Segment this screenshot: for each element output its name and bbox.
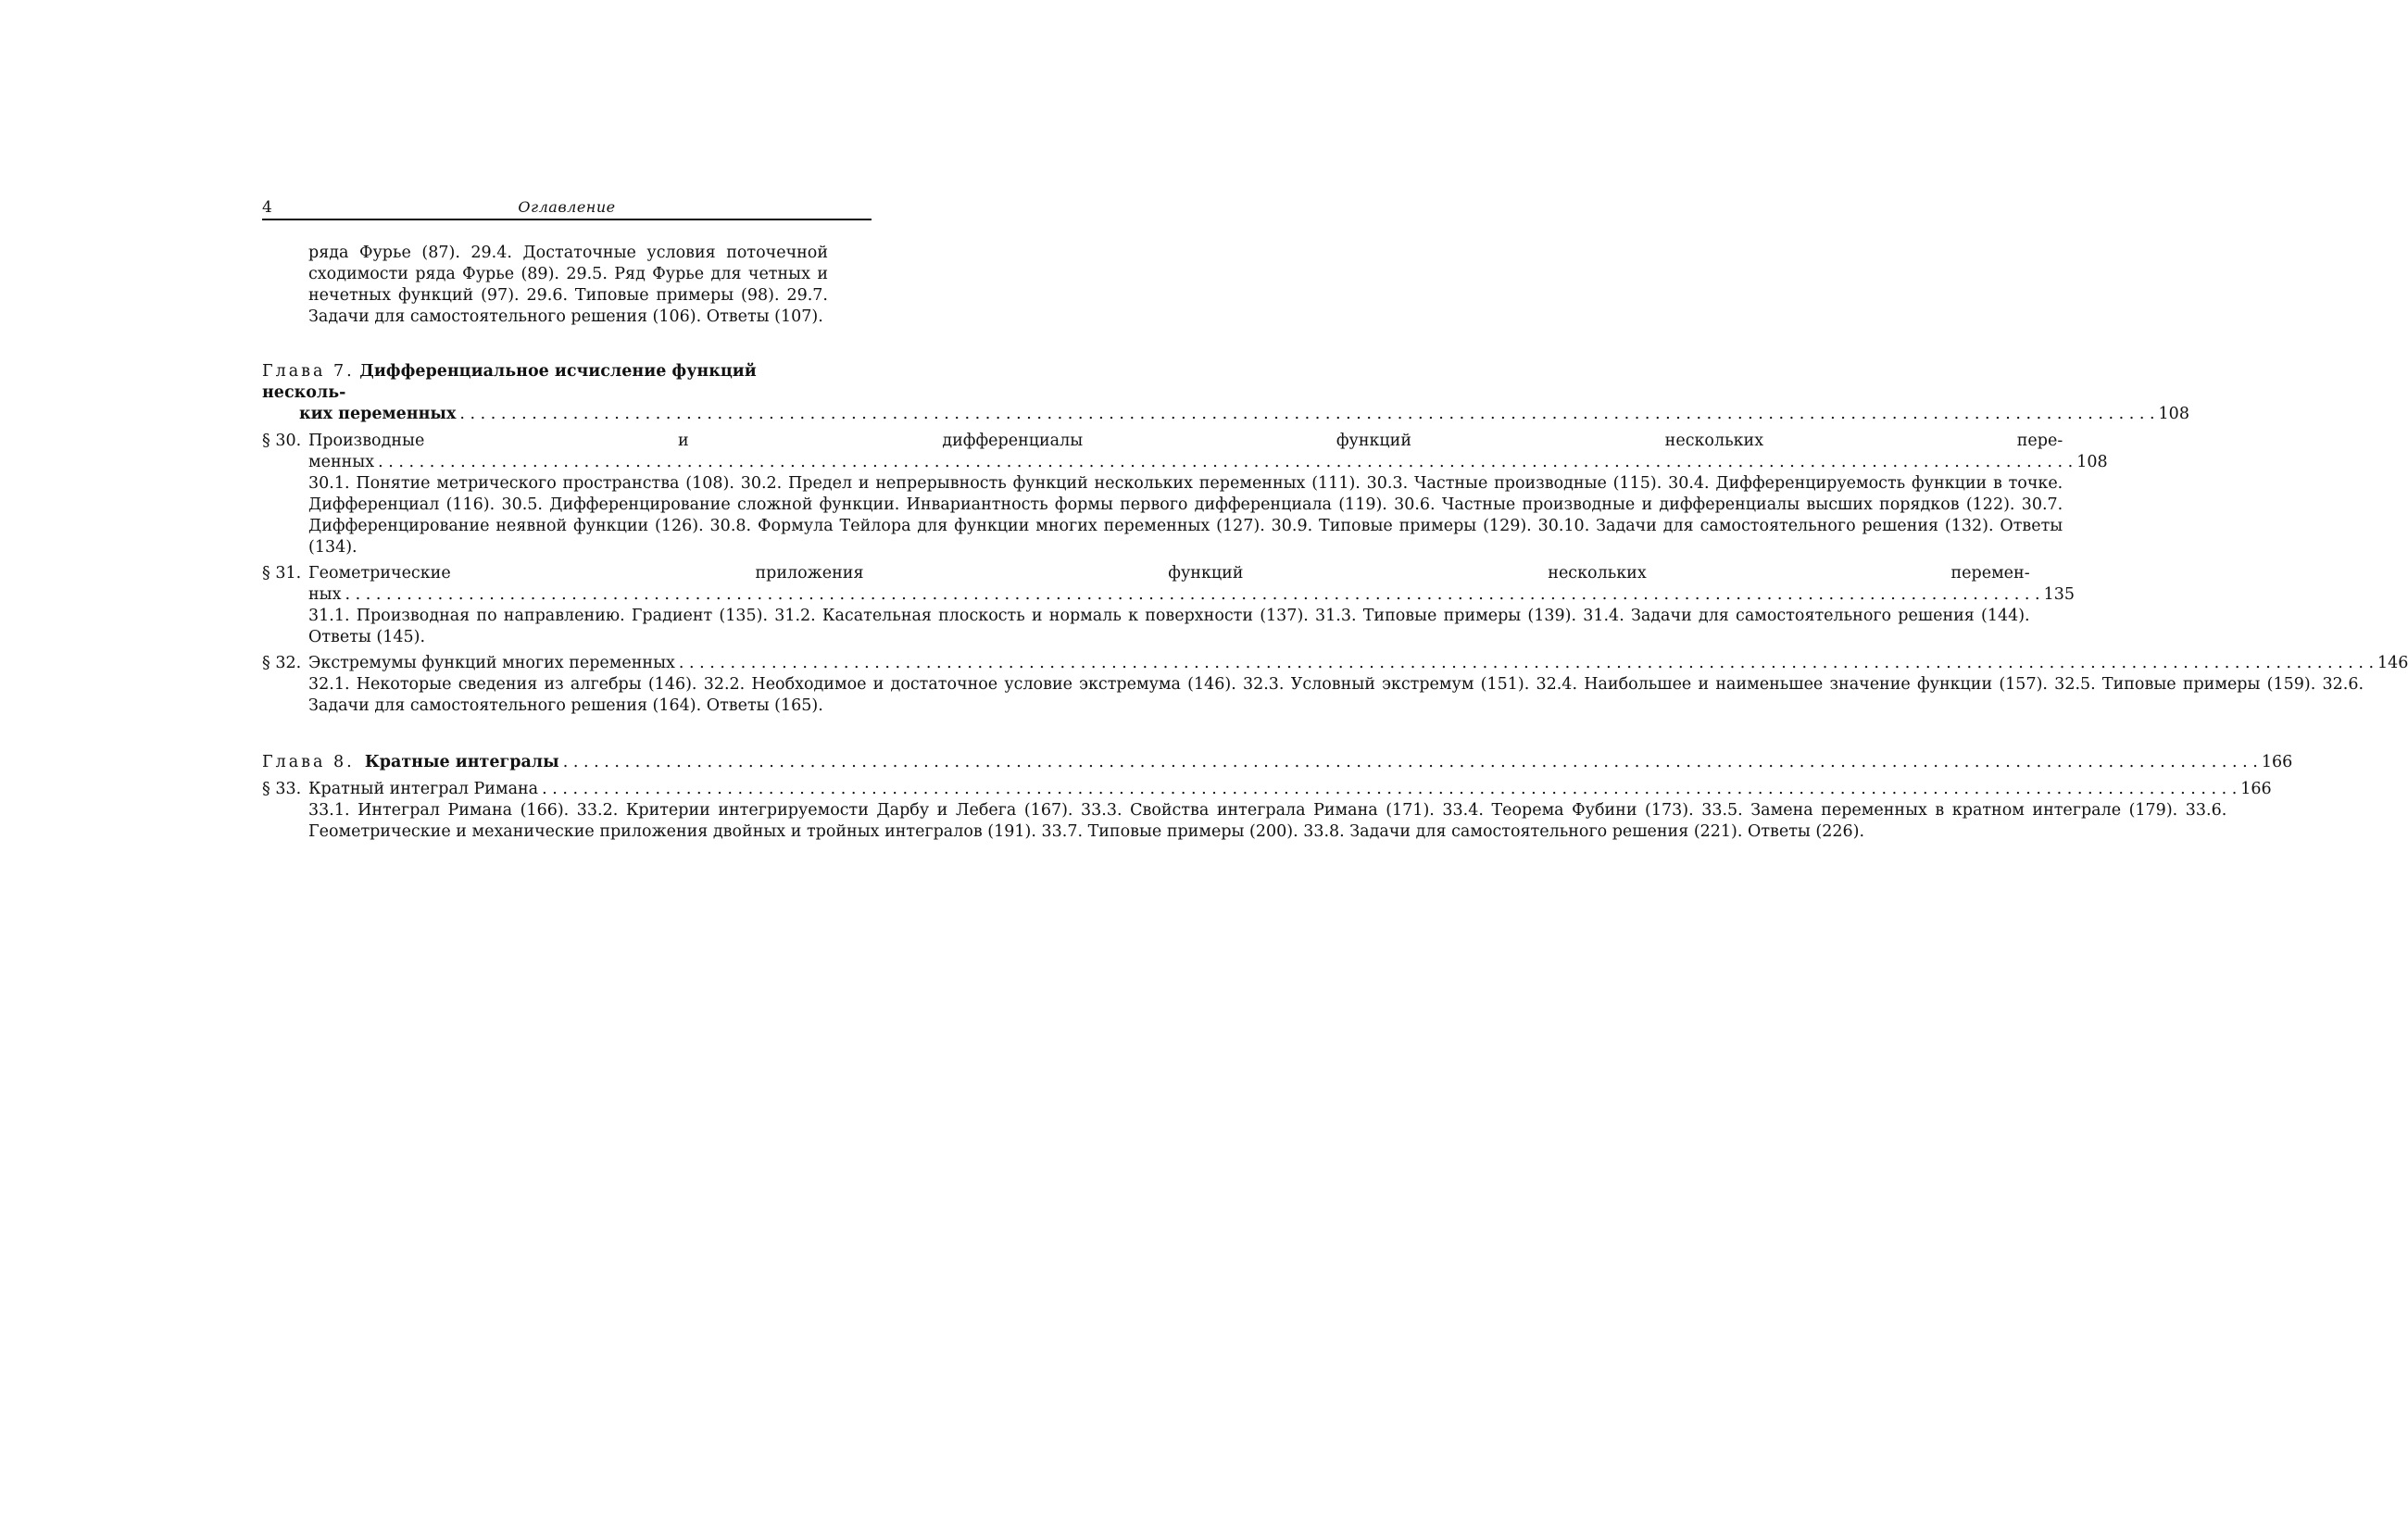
section-31-mark: § 31. [262, 564, 302, 583]
chapter-8-title: Кратные интегралы [364, 753, 559, 771]
section-32-mark: § 32. [262, 654, 302, 672]
chapter-7-label: Глава 7. [262, 362, 355, 381]
section-30-desc: 30.1. Понятие метрического пространства (108). 30.2. Предел и непрерывность функций нескольких переменных (111). 30.3. Частные производные (115). 30.4. Дифференцируемость функции в точке. Дифференциал (116). 30.5. Дифференцирование сложной функции. Инвариантность формы первого дифференциала (119). 30.6. Частные производные и дифференциалы высших порядков (122). 30.7. Дифференцирование неявной функции (126). 30.8. Формула Тейлора для функции многих переменных (127). 30.9. Типовые примеры (129). 30.10. Задачи для самостоятельного решения (132). Ответы (134). [308, 474, 2063, 557]
section-33-desc: 33.1. Интеграл Римана (166). 33.2. Критерии интегрируемости Дарбу и Лебега (167). 33.3. Свойства интеграла Римана (171). 33.4. Теорема Фубини (173). 33.5. Замена переменных в кратном интеграле (179). 33.6. Геометрические и механические приложения двойных и тройных интегралов (191). 33.7. Типовые примеры (200). 33.8. Задачи для самостоятельного решения (221). Ответы (226). [308, 801, 2227, 841]
section-30-page: 108 [2076, 453, 2108, 471]
running-title: Оглавление [518, 198, 616, 216]
chapter-8-label: Глава 8. [262, 753, 355, 771]
page-number: 4 [262, 198, 272, 217]
section-33-mark: § 33. [262, 780, 302, 798]
leader-dots [459, 404, 2154, 425]
chapter-8-heading [262, 752, 2293, 773]
section-32 [262, 653, 2408, 717]
section-33-page: 166 [2240, 780, 2272, 798]
running-header [262, 193, 872, 220]
section-31-title-line2: ных [308, 585, 342, 604]
section-32-desc: 32.1. Некоторые сведения из алгебры (146). 32.2. Необходимое и достаточное условие экстремума (146). 32.3. Условный экстремум (151). 32.4. Наибольшее и наименьшее значение функции (157). 32.5. Типовые примеры (159). 32.6. Задачи для самостоятельного решения (164). Ответы (165). [308, 675, 2364, 715]
section-30-title-row [308, 452, 2106, 473]
chapter-8-page: 166 [2261, 753, 2293, 771]
chapter-7-heading [262, 361, 828, 404]
section-30-title-line1: Производные и дифференциалы функций нескольких пере- [308, 432, 2063, 450]
section-33-title: Кратный интеграл Римана [308, 780, 539, 798]
leader-dots [378, 452, 2073, 473]
section-31-title-line1: Геометрические приложения функций нескольких перемен- [308, 564, 2030, 583]
section-32-title: Экстремумы функций многих переменных [308, 654, 675, 672]
toc-page [262, 193, 2408, 843]
section-32-page: 146 [2377, 654, 2408, 672]
chapter-7-title-line1: Дифференциальное исчисление функций несколь- [262, 362, 757, 402]
chapter-7-title-line2: ких переменных [299, 405, 457, 423]
section-31-page: 135 [2043, 585, 2076, 604]
section-31-desc: 31.1. Производная по направлению. Градиент (135). 31.2. Касательная плоскость и нормаль к поверхности (137). 31.3. Типовые примеры (139). 31.4. Задачи для самостоятельного решения (144). Ответы (145). [308, 607, 2030, 646]
section-31-title-row [308, 584, 2074, 606]
chapter-7-title-row [262, 404, 2189, 425]
leader-dots [679, 653, 2374, 674]
section-30-mark: § 30. [262, 432, 302, 450]
section-31 [262, 563, 2076, 648]
chapter-7-page: 108 [2158, 405, 2189, 423]
section-33-title-row [308, 779, 2270, 800]
section-30 [262, 431, 2108, 558]
section-30-title-line2: менных [308, 453, 375, 471]
section-32-title-row [308, 653, 2407, 674]
leader-dots [542, 779, 2237, 800]
section-33 [262, 779, 2272, 843]
leader-dots [345, 584, 2039, 606]
continuation-text: ряда Фурье (87). 29.4. Достаточные условия поточечной сходимости ряда Фурье (89). 29.5. Ряд Фурье для четных и нечетных функций (97). 29.6. Типовые примеры (98). 29.7. Задачи для самостоятельного решения (106). Ответы (107). [308, 244, 828, 326]
leader-dots [563, 752, 2258, 773]
